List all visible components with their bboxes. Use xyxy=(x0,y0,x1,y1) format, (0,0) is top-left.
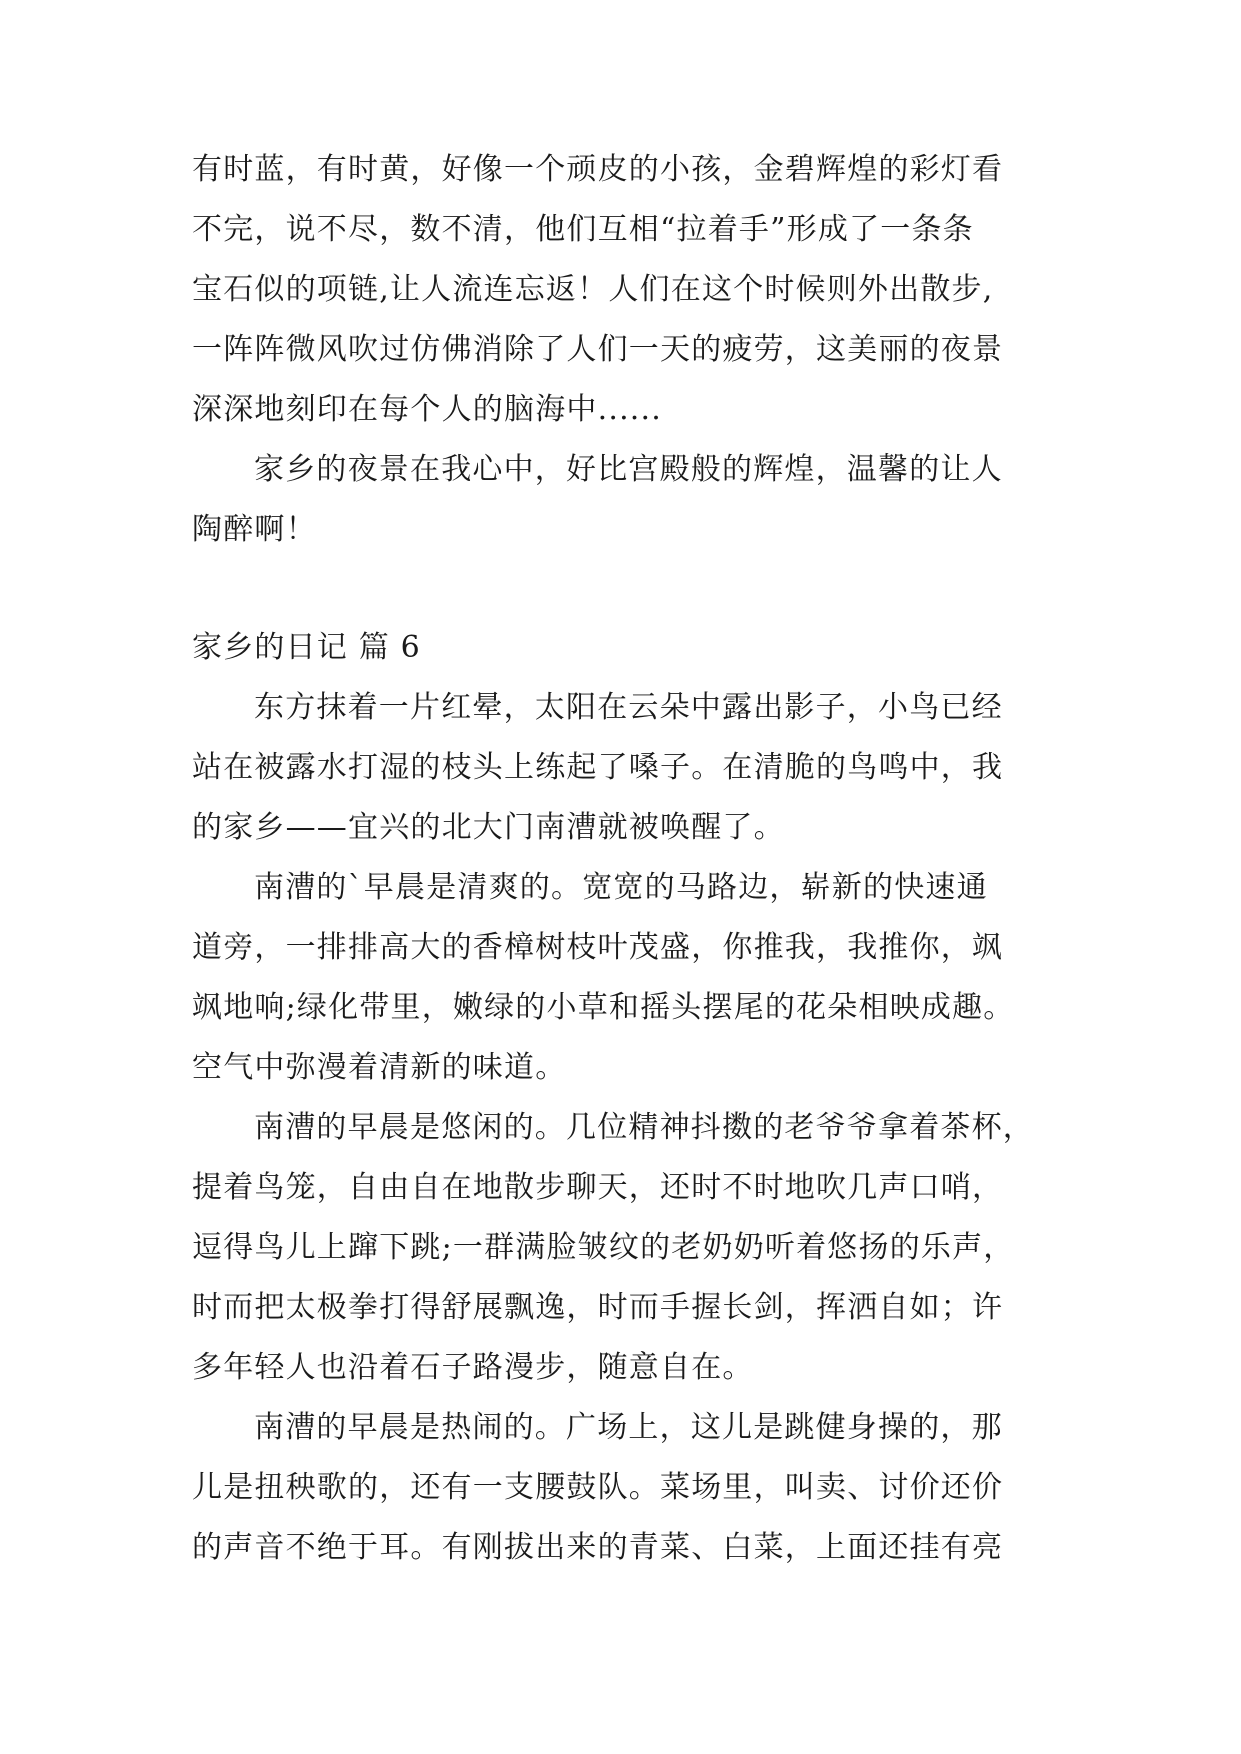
paragraph-start-line: 南漕的早晨是悠闲的。几位精神抖擞的老爷爷拿着茶杯， xyxy=(254,1110,1034,1145)
text-line: 提着鸟笼，自由自在地散步聊天，还时不时地吹几声口哨， xyxy=(192,1170,1004,1205)
text-line: 陶醉啊！ xyxy=(192,512,317,547)
text-line: 多年轻人也沿着石子路漫步，随意自在。 xyxy=(192,1350,754,1385)
text-line: 时而把太极拳打得舒展飘逸，时而手握长剑，挥洒自如；许 xyxy=(192,1290,1004,1325)
text-line: 逗得鸟儿上蹿下跳;一群满脸皱纹的老奶奶听着悠扬的乐声， xyxy=(192,1230,1015,1265)
text-line: 儿是扭秧歌的，还有一支腰鼓队。菜场里，叫卖、讨价还价 xyxy=(192,1470,1004,1505)
section-heading: 家乡的日记 篇 6 xyxy=(192,630,421,665)
text-line: 道旁，一排排高大的香樟树枝叶茂盛，你推我，我推你，飒 xyxy=(192,930,1004,965)
paragraph-start-line: 南漕的早晨是热闹的。广场上，这儿是跳健身操的，那 xyxy=(254,1410,1003,1445)
text-line: 的家乡——宜兴的北大门南漕就被唤醒了。 xyxy=(192,810,785,845)
paragraph-start-line: 东方抹着一片红晕，太阳在云朵中露出影子，小鸟已经 xyxy=(254,690,1003,725)
paragraph-start-line: 南漕的`早晨是清爽的。宽宽的马路边，崭新的快速通 xyxy=(254,870,988,905)
text-line: 飒地响;绿化带里，嫩绿的小草和摇头摆尾的花朵相映成趣。 xyxy=(192,990,1015,1025)
text-line: 宝石似的项链,让人流连忘返！人们在这个时候则外出散步, xyxy=(192,272,994,307)
text-line: 一阵阵微风吹过仿佛消除了人们一天的疲劳，这美丽的夜景 xyxy=(192,332,1004,367)
paragraph-start-line: 家乡的夜景在我心中，好比宫殿般的辉煌，温馨的让人 xyxy=(254,452,1003,487)
text-line: 的声音不绝于耳。有刚拔出来的青菜、白菜，上面还挂有亮 xyxy=(192,1530,1004,1565)
text-line: 不完，说不尽，数不清，他们互相“拉着手”形成了一条条 xyxy=(192,212,974,247)
text-line: 空气中弥漫着清新的味道。 xyxy=(192,1050,567,1085)
text-line: 站在被露水打湿的枝头上练起了嗓子。在清脆的鸟鸣中，我 xyxy=(192,750,1004,785)
text-line: 深深地刻印在每个人的脑海中...... xyxy=(192,392,663,427)
text-line: 有时蓝，有时黄，好像一个顽皮的小孩，金碧辉煌的彩灯看 xyxy=(192,152,1004,187)
